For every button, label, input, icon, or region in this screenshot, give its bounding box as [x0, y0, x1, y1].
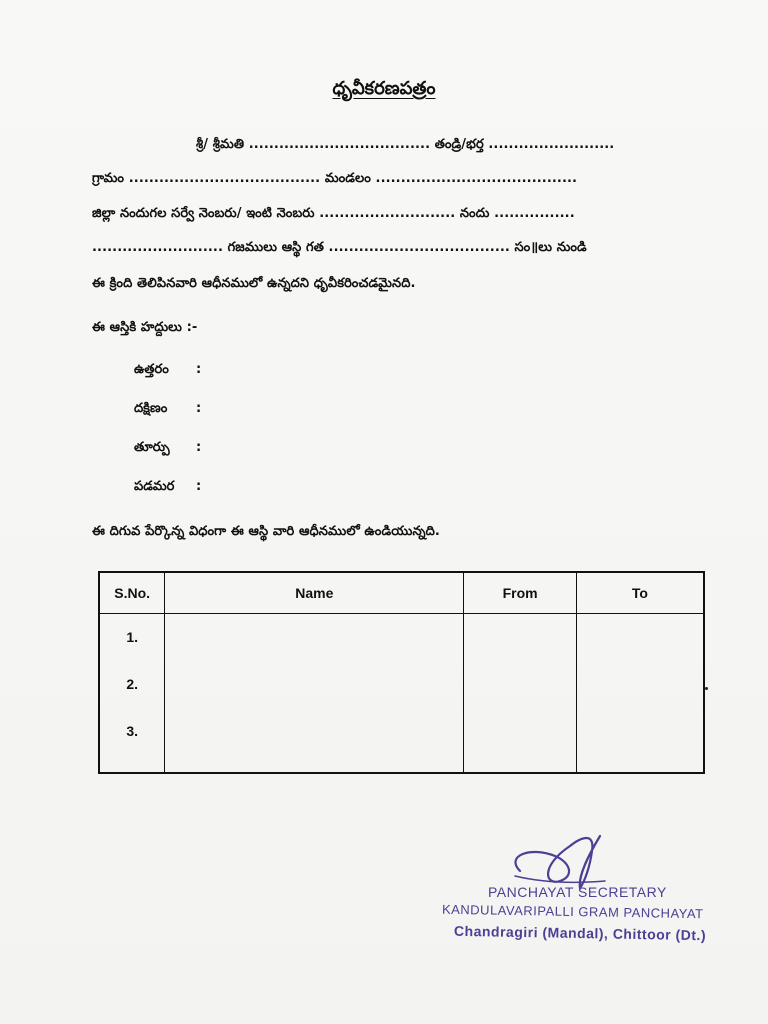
serial-number: 1.	[126, 629, 139, 645]
boundary-east	[134, 440, 201, 458]
serial-list	[101, 615, 163, 756]
possession-table	[98, 571, 705, 774]
boundary-separator: :	[196, 362, 202, 377]
ink-dot	[705, 687, 708, 690]
boundary-label: పడమర	[134, 479, 175, 494]
boundary-west	[134, 479, 201, 497]
from-cell	[464, 614, 577, 774]
closing-statement: ఈ దిగువ పేర్కొన్న విధంగా ఈ ఆస్థి వారి ఆధీనములో ఉండియున్నది.	[92, 524, 440, 539]
document-title: ధృవీకరణపత్రం	[332, 78, 436, 99]
stamp-panchayat: KANDULAVARIPALLI GRAM PANCHAYAT	[441, 901, 704, 922]
boundary-south	[134, 401, 201, 419]
certification-statement: ఈ క్రింది తెలిపినవారి ఆధీనములో ఉన్నదని ధృవీకరించడమైనది.	[92, 276, 416, 291]
boundary-separator: :	[196, 440, 202, 455]
stamp-title: PANCHAYAT SECRETARY	[488, 884, 667, 900]
boundary-separator: :	[196, 401, 202, 416]
table-header-row	[99, 572, 704, 614]
village-mandal-line: గ్రామం ...................................... మండలం ........................................	[92, 171, 578, 186]
stamp-location: Chandragiri (Mandal), Chittoor (Dt.)	[453, 922, 707, 944]
survey-number-line: జిల్లా నందుగల సర్వే నెంబరు/ ఇంటి నెంబరు ........................... నందు ................	[92, 206, 575, 221]
boundary-label: దక్షిణం	[134, 401, 168, 416]
table-row	[99, 614, 704, 774]
column-header-to: To	[576, 572, 704, 614]
boundary-label: తూర్పు	[134, 440, 170, 455]
boundaries-heading: ఈ ఆస్తికి హద్దులు :-	[92, 320, 198, 335]
serial-number: 3.	[126, 723, 139, 739]
column-header-sno: S.No.	[99, 572, 165, 614]
sno-cell	[99, 614, 165, 774]
extent-years-line: .......................... గజములు ఆస్థి గత .................................... సం॥లు నుండి	[92, 240, 587, 255]
column-header-from: From	[464, 572, 577, 614]
name-father-line: శ్రీ/ శ్రీమతి .................................... తండ్రి/భర్త .........................	[196, 137, 615, 152]
boundary-north	[134, 362, 201, 380]
to-cell	[576, 614, 704, 774]
boundary-label: ఉత్తరం	[134, 362, 169, 377]
name-cell	[165, 614, 464, 774]
serial-number: 2.	[126, 676, 139, 692]
secretary-stamp	[430, 826, 730, 966]
column-header-name: Name	[165, 572, 464, 614]
boundary-separator: :	[196, 479, 202, 494]
